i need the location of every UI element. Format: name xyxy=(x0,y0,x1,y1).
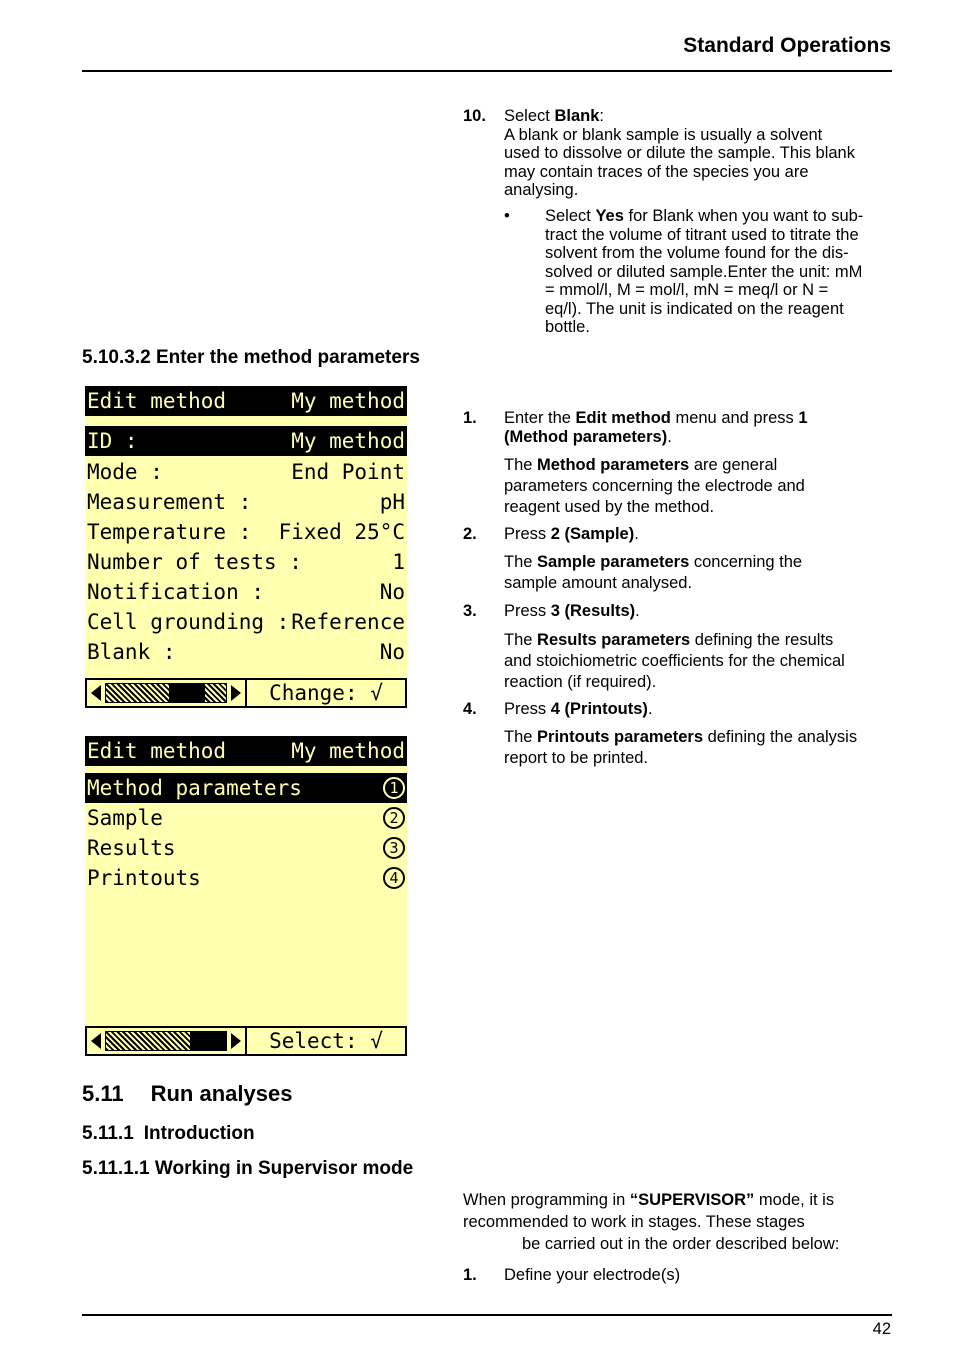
step-4-number: 4. xyxy=(463,700,477,718)
lcd-softkey-select[interactable]: Select: √ xyxy=(269,1029,383,1053)
lcd-edit-method-menu xyxy=(85,736,407,1056)
lcd-title-left: Edit method xyxy=(87,739,227,763)
step-3-number: 3. xyxy=(463,602,477,620)
section-heading-5-11-1: 5.11.1 Introduction xyxy=(82,1123,255,1144)
lcd-row-notification[interactable]: Notification : No xyxy=(87,580,405,604)
circled-1-icon: 1 xyxy=(383,777,405,799)
lcd-menu-results[interactable]: Results 3 xyxy=(85,833,407,863)
lcd-title-left: Edit method xyxy=(87,389,227,413)
arrow-right-icon xyxy=(231,685,241,701)
lcd-menu-method-parameters[interactable]: Method parameters 1 xyxy=(85,773,407,803)
step-10-number: 10. xyxy=(463,107,486,125)
lcd-footer xyxy=(85,1026,407,1056)
bullet-blank-yes: Select Yes for Blank when you want to sub- tract the volume of titrant used to titrate the solvent from the volume found for the dis- solved or diluted sample.Enter the unit: mM = mmol/l, M = mol/l, mN = meq/l or N = eq/l). The unit is indicated on the reagent bottle. xyxy=(545,207,864,336)
lcd-title-bar xyxy=(85,736,407,766)
bullet-marker: • xyxy=(504,207,510,225)
lcd-title-bar xyxy=(85,386,407,416)
lcd-scrollbar[interactable] xyxy=(87,1028,247,1054)
lcd-footer xyxy=(85,678,407,708)
section-heading-5-11: 5.11 Run analyses xyxy=(82,1081,293,1106)
step-2-text: Press 2 (Sample). xyxy=(504,525,639,543)
lcd-row-temperature[interactable]: Temperature : Fixed 25°C xyxy=(87,520,405,544)
circled-3-icon: 3 xyxy=(383,837,405,859)
step-1-text: Enter the Edit method menu and press 1 (Method parameters). xyxy=(504,409,808,446)
header-rule xyxy=(82,70,892,72)
step-1-number: 1. xyxy=(463,409,477,427)
scroll-thumb[interactable] xyxy=(169,684,205,702)
scroll-thumb[interactable] xyxy=(190,1032,226,1050)
footer-rule xyxy=(82,1314,892,1316)
section-heading-method-params: 5.10.3.2 Enter the method parameters xyxy=(82,347,420,368)
circled-2-icon: 2 xyxy=(383,807,405,829)
circled-4-icon: 4 xyxy=(383,867,405,889)
lcd-title-right: My method xyxy=(291,739,405,763)
supervisor-step-1-number: 1. xyxy=(463,1266,477,1284)
step-3-desc: The Results parameters defining the results and stoichiometric coefficients for the chemical reaction (if required). xyxy=(504,631,845,691)
lcd-menu-sample[interactable]: Sample 2 xyxy=(85,803,407,833)
supervisor-step-1-text: Define your electrode(s) xyxy=(504,1266,681,1284)
arrow-left-icon xyxy=(91,685,101,701)
lcd-title-right: My method xyxy=(291,389,405,413)
step-2-number: 2. xyxy=(463,525,477,543)
arrow-right-icon xyxy=(231,1033,241,1049)
step-2-desc: The Sample parameters concerning the sample amount analysed. xyxy=(504,553,803,592)
step-1-desc: The Method parameters are general parameters concerning the electrode and reagent used by the method. xyxy=(504,456,805,516)
lcd-row-cell-grounding[interactable]: Cell grounding : Reference xyxy=(87,610,405,634)
lcd-row-blank[interactable]: Blank : No xyxy=(87,640,405,664)
lcd-scrollbar[interactable] xyxy=(87,680,247,706)
step-3-text: Press 3 (Results). xyxy=(504,602,640,620)
lcd-edit-method-params xyxy=(85,386,407,708)
scroll-track xyxy=(105,683,227,703)
lcd-row-id[interactable]: ID : My method xyxy=(85,426,407,456)
lcd-row-measurement[interactable]: Measurement : pH xyxy=(87,490,405,514)
supervisor-paragraph: When programming in “SUPERVISOR” mode, it is recommended to work in stages. These stages be carried out in the order described below: xyxy=(463,1191,840,1253)
step-10-text: Select Blank: A blank or blank sample is usually a solvent used to dissolve or dilute the sample. This blank may contain traces of the species you are analysing. xyxy=(504,107,855,199)
scroll-track xyxy=(105,1031,227,1051)
step-4-desc: The Printouts parameters defining the analysis report to be printed. xyxy=(504,728,858,767)
arrow-left-icon xyxy=(91,1033,101,1049)
lcd-row-mode[interactable]: Mode : End Point xyxy=(87,460,405,484)
lcd-row-number-of-tests[interactable]: Number of tests : 1 xyxy=(87,550,405,574)
step-4-text: Press 4 (Printouts). xyxy=(504,700,653,718)
page-header-title: Standard Operations xyxy=(683,34,891,57)
page-number: 42 xyxy=(872,1320,891,1338)
section-heading-5-11-1-1: 5.11.1.1 Working in Supervisor mode xyxy=(82,1158,414,1179)
lcd-softkey-change[interactable]: Change: √ xyxy=(269,681,383,705)
lcd-menu-printouts[interactable]: Printouts 4 xyxy=(85,863,407,893)
